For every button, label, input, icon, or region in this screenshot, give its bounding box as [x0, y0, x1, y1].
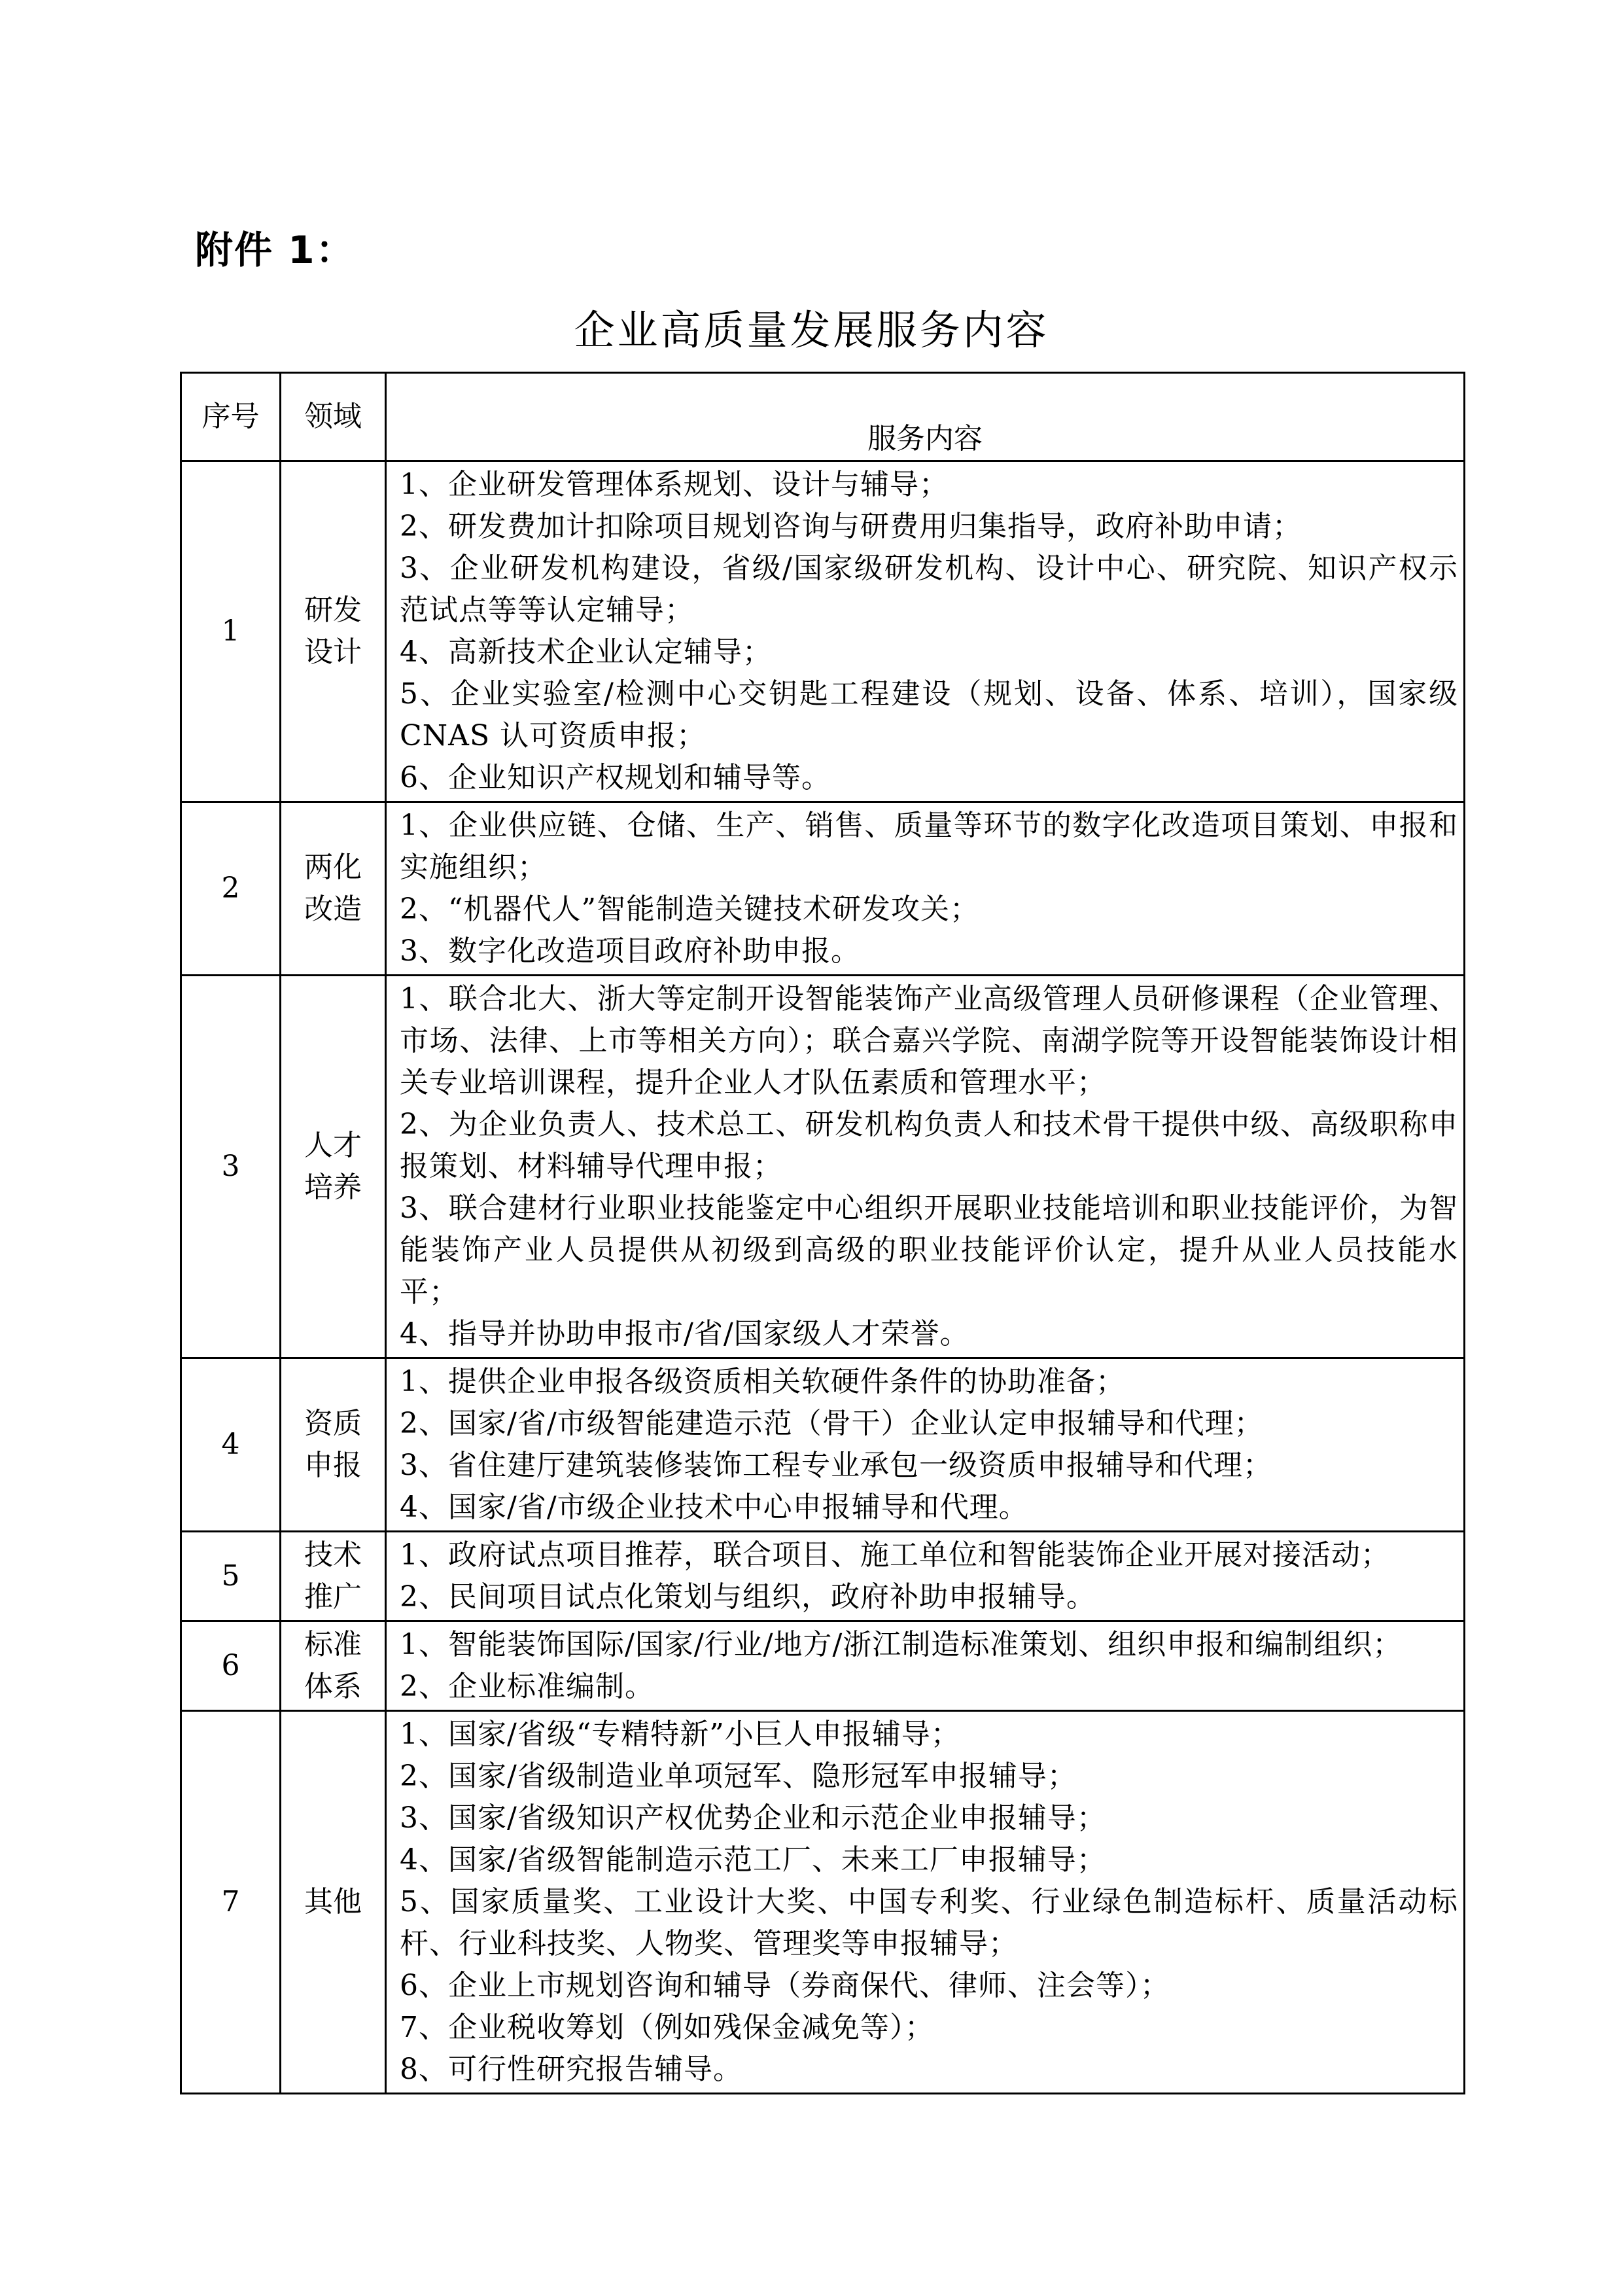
row-field: [281, 1621, 386, 1711]
service-item: 6、企业知识产权规划和辅导等。: [400, 761, 831, 794]
service-item: 2、企业标准编制。: [400, 1670, 654, 1703]
service-item: 2、“机器代人”智能制造关键技术研发攻关；: [400, 892, 979, 926]
services-table: [180, 372, 1465, 2094]
service-item: 2、民间项目试点化策划与组织，政府补助申报辅导。: [400, 1580, 1096, 1614]
field-label-line: 资质: [304, 1407, 362, 1440]
table-row: [181, 1532, 1465, 1621]
row-field: [281, 461, 386, 802]
row-field: [281, 802, 386, 976]
header-field: 领域: [281, 373, 386, 461]
row-content: [386, 1358, 1465, 1532]
field-label-line: 其他: [304, 1885, 362, 1918]
table-row: [181, 976, 1465, 1358]
row-content: [386, 461, 1465, 802]
header-no: 序号: [181, 373, 281, 461]
service-item: 1、智能装饰国际/国家/行业/地方/浙江制造标准策划、组织申报和编制组织；: [400, 1628, 1403, 1661]
service-item: 7、企业税收筹划（例如残保金减免等）；: [400, 2011, 934, 2044]
service-item: 2、研发费加计扣除项目规划咨询与研费用归集指导，政府补助申请；: [400, 510, 1302, 543]
field-label-line: 体系: [304, 1670, 362, 1703]
service-item: 4、国家/省级智能制造示范工厂、未来工厂申报辅导；: [400, 1843, 1106, 1877]
service-item: 1、联合北大、浙大等定制开设智能装饰产业高级管理人员研修课程（企业管理、市场、法律、上市等相关方向）；联合嘉兴学院、南湖学院等开设智能装饰设计相关专业培训课程，提升企业人才队伍素质和管理水平；: [400, 982, 1458, 1099]
row-content: [386, 1711, 1465, 2094]
table-row: [181, 1621, 1465, 1711]
table-row: [181, 1711, 1465, 2094]
row-number: 7: [181, 1711, 281, 2094]
service-item: 4、指导并协助申报市/省/国家级人才荣誉。: [400, 1317, 969, 1351]
row-field: [281, 976, 386, 1358]
service-item: 4、国家/省/市级企业技术中心申报辅导和代理。: [400, 1491, 1028, 1524]
service-item: 1、企业研发管理体系规划、设计与辅导；: [400, 468, 949, 501]
service-item: 1、政府试点项目推荐，联合项目、施工单位和智能装饰企业开展对接活动；: [400, 1538, 1390, 1572]
service-item: 3、数字化改造项目政府补助申报。: [400, 934, 860, 968]
row-number: 6: [181, 1621, 281, 1711]
service-item: 5、企业实验室/检测中心交钥匙工程建设（规划、设备、体系、培训），国家级 CNAS 认可资质申报；: [400, 677, 1458, 752]
row-number: 3: [181, 976, 281, 1358]
row-field: [281, 1711, 386, 2094]
field-label-line: 两化: [304, 851, 362, 884]
row-content: [386, 1621, 1465, 1711]
attachment-label: 附件 1：: [195, 228, 355, 272]
field-label-line: 申报: [304, 1449, 362, 1482]
row-field: [281, 1358, 386, 1532]
service-item: 3、国家/省级知识产权优势企业和示范企业申报辅导；: [400, 1801, 1106, 1835]
field-label-line: 标准: [304, 1628, 362, 1661]
service-item: 1、提供企业申报各级资质相关软硬件条件的协助准备；: [400, 1365, 1125, 1398]
table-header-row: [181, 373, 1465, 461]
field-label-line: 人才: [304, 1129, 362, 1162]
row-number: 1: [181, 461, 281, 802]
service-item: 8、可行性研究报告辅导。: [400, 2053, 742, 2086]
table-row: [181, 802, 1465, 976]
table-row: [181, 461, 1465, 802]
row-content: [386, 976, 1465, 1358]
row-field: [281, 1532, 386, 1621]
service-item: 1、国家/省级“专精特新”小巨人申报辅导；: [400, 1718, 960, 1751]
field-label-line: 研发: [304, 593, 362, 627]
row-number: 4: [181, 1358, 281, 1532]
field-label-line: 推广: [304, 1580, 362, 1614]
service-item: 2、国家/省/市级智能建造示范（骨干）企业认定申报辅导和代理；: [400, 1407, 1264, 1440]
document-title: 企业高质量发展服务内容: [574, 306, 1049, 354]
field-label-line: 改造: [304, 892, 362, 926]
field-label-line: 技术: [304, 1538, 362, 1572]
row-number: 2: [181, 802, 281, 976]
service-item: 3、企业研发机构建设，省级/国家级研发机构、设计中心、研究院、知识产权示范试点等等认定辅导；: [400, 552, 1458, 627]
row-content: [386, 1532, 1465, 1621]
table-row: [181, 1358, 1465, 1532]
service-item: 4、高新技术企业认定辅导；: [400, 635, 772, 669]
service-item: 5、国家质量奖、工业设计大奖、中国专利奖、行业绿色制造标杆、质量活动标杆、行业科技奖、人物奖、管理奖等申报辅导；: [400, 1885, 1458, 1960]
service-item: 2、为企业负责人、技术总工、研发机构负责人和技术骨干提供中级、高级职称申报策划、材料辅导代理申报；: [400, 1108, 1458, 1183]
table-body: [181, 461, 1465, 2094]
service-item: 1、企业供应链、仓储、生产、销售、质量等环节的数字化改造项目策划、申报和实施组织；: [400, 809, 1458, 884]
field-label-line: 设计: [304, 635, 362, 669]
service-item: 2、国家/省级制造业单项冠军、隐形冠军申报辅导；: [400, 1759, 1077, 1793]
row-content: [386, 802, 1465, 976]
row-number: 5: [181, 1532, 281, 1621]
service-item: 3、联合建材行业职业技能鉴定中心组织开展职业技能培训和职业技能评价，为智能装饰产业人员提供从初级到高级的职业技能评价认定，提升从业人员技能水平；: [400, 1192, 1458, 1309]
service-item: 3、省住建厅建筑装修装饰工程专业承包一级资质申报辅导和代理；: [400, 1449, 1272, 1482]
service-item: 6、企业上市规划咨询和辅导（券商保代、律师、注会等）；: [400, 1969, 1170, 2002]
header-content: 服务内容: [386, 373, 1465, 461]
field-label-line: 培养: [304, 1171, 362, 1204]
